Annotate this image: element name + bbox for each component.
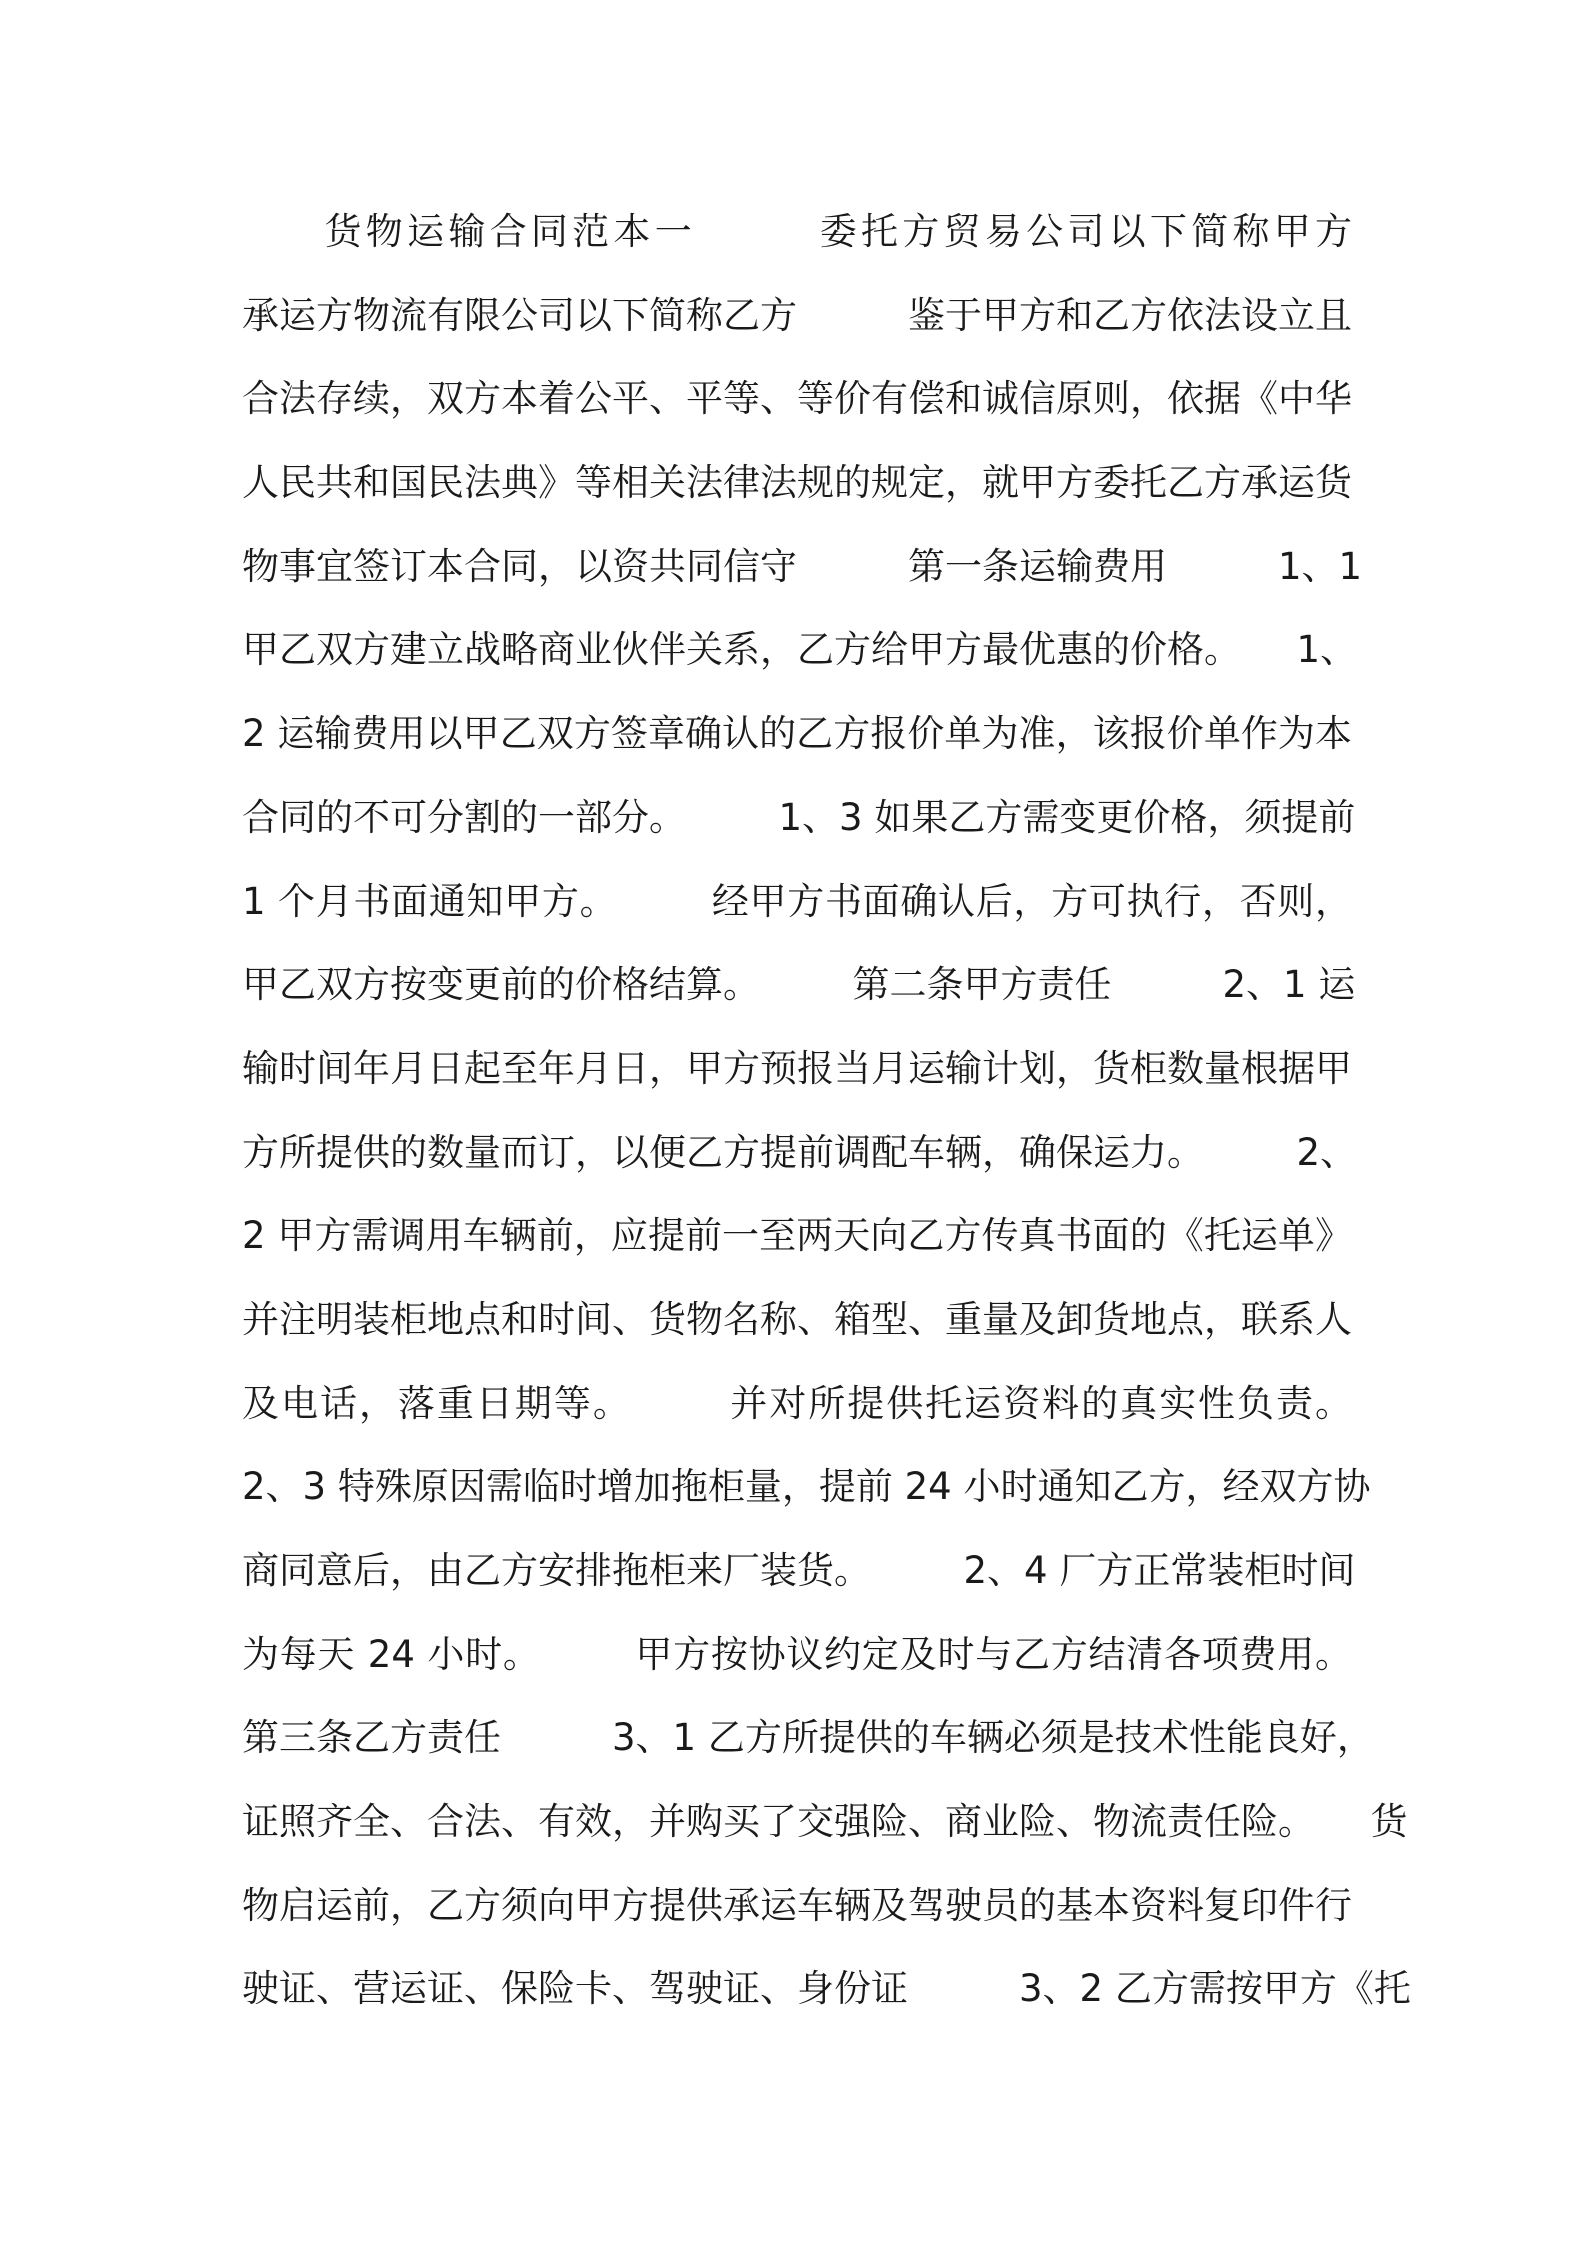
contract-body-text xyxy=(242,190,1411,2031)
text-line: 物启运前，乙方须向甲方提供承运车辆及驾驶员的基本资料复印件行 xyxy=(242,1883,1352,1927)
text-line: 2 甲方需调用车辆前，应提前一至两天向乙方传真书面的《托运单》 xyxy=(242,1214,1352,1258)
text-line: 及电话，落重日期等。 并对所提供托运资料的真实性负责。 xyxy=(242,1381,1352,1425)
text-line: 输时间年月日起至年月日，甲方预报当月运输计划，货柜数量根据甲 xyxy=(242,1046,1352,1090)
text-line: 承运方物流有限公司以下简称乙方 鉴于甲方和乙方依法设立且 xyxy=(242,293,1352,337)
text-line: 1 个月书面通知甲方。 经甲方书面确认后，方可执行，否则， xyxy=(242,879,1352,923)
text-line: 货物运输合同范本一 委托方贸易公司以下简称甲方 xyxy=(242,210,1352,253)
text-line: 证照齐全、合法、有效，并购买了交强险、商业险、物流责任险。 货 xyxy=(242,1800,1408,1844)
text-line: 合法存续，双方本着公平、平等、等价有偿和诚信原则，依据《中华 xyxy=(242,377,1352,421)
text-line: 甲乙双方按变更前的价格结算。 第二条甲方责任 2、1 运 xyxy=(242,963,1356,1007)
text-line: 并注明装柜地点和时间、货物名称、箱型、重量及卸货地点，联系人 xyxy=(242,1297,1352,1341)
text-line: 人民共和国民法典》等相关法律法规的规定，就甲方委托乙方承运货 xyxy=(242,461,1352,505)
text-line: 甲乙双方建立战略商业伙伴关系，乙方给甲方最优惠的价格。 1、 xyxy=(242,628,1358,672)
text-line: 为每天 24 小时。 甲方按协议约定及时与乙方结清各项费用。 xyxy=(242,1632,1352,1676)
text-line: 2、3 特殊原因需临时增加拖柜量，提前 24 小时通知乙方，经双方协 xyxy=(242,1465,1371,1509)
text-line: 2 运输费用以甲乙双方签章确认的乙方报价单为准，该报价单作为本 xyxy=(242,712,1352,756)
text-line: 商同意后，由乙方安排拖柜来厂装货。 2、4 厂方正常装柜时间 xyxy=(242,1549,1356,1592)
text-line: 方所提供的数量而订，以便乙方提前调配车辆，确保运力。 2、 xyxy=(242,1130,1358,1174)
text-line: 物事宜签订本合同，以资共同信守 第一条运输费用 1、1 xyxy=(242,544,1363,588)
text-line: 第三条乙方责任 3、1 乙方所提供的车辆必须是技术性能良好， xyxy=(242,1716,1374,1760)
text-line: 合同的不可分割的一部分。 1、3 如果乙方需变更价格，须提前 xyxy=(242,795,1356,839)
text-line: 驶证、营运证、保险卡、驾驶证、身份证 3、2 乙方需按甲方《托 xyxy=(242,1967,1411,2011)
